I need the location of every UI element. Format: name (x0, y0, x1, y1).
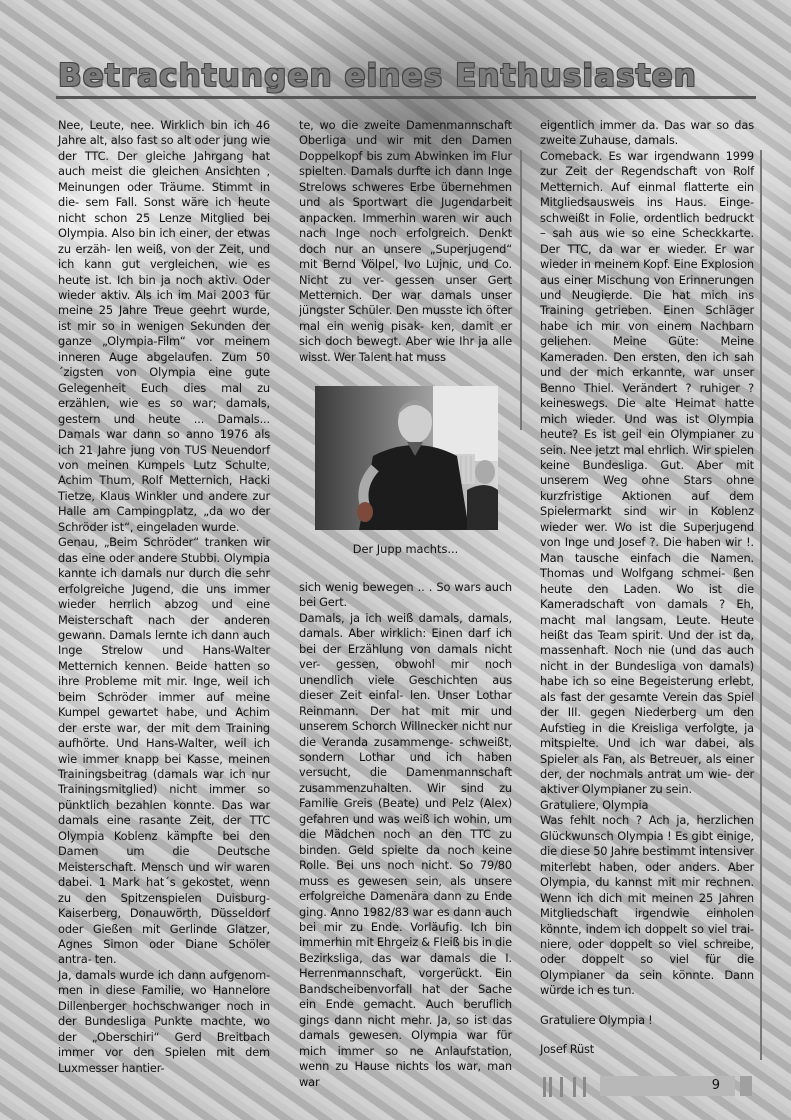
title-underline (56, 96, 756, 99)
footer-tab (740, 1076, 752, 1096)
article-title: Betrachtungen eines Enthusiasten (58, 58, 697, 94)
paragraph: Genau, „Beim Schröder“ tranken wir das eine oder andere Stubbi. Olympia kannte ich damals nur durch die sehr erfolgreiche Jugend, die uns immer wieder herrlich abzog und eine Meisterschaft nach der anderen gewann. Damals lernte ich dann auch Inge Strelow und Hans-Walter Metternich kennen. Beide hatten so ihre Probleme mit mir. Inge, weil ich beim Schröder immer auf meine Kumpel gewartet habe, und Achim der erste war, der mit dem Training aufhörte. Und Hans-Walter, weil ich wie immer knapp bei Kasse, meinen Trainingsbeitrag (damals war ich nur Trainingsmitglied) nicht immer so pünktlich bezahlen konnte. Das war damals eine rasante Zeit, der TTC Olympia Koblenz kämpfte bei den Damen um die Deutsche Meisterschaft. Mensch und wir waren dabei. 1 Mark hat´s gekostet, wenn zu den Spitzenspielen Duisburg- Kaiserberg, Donauwörth, Düsseldorf oder Gießen mit Gerlinde Glatzer, Agnes Simon oder Diane Schöler antra- ten. (58, 535, 270, 967)
paragraph: sich wenig bewegen .. . So wars auch bei Gert. (299, 580, 512, 610)
paragraph: te, wo die zweite Damenmannschaft Oberliga und wir mit den Damen Doppelkopf bis zum Abwinken im Flur spielten. Damals durfte ich dann Inge Strelows schweres Erbe übernehmen und als Sportwart die Jugendarbeit anpacken. Immerhin waren wir auch nach Inge noch erfolgreich. Denkt doch nur an unsere „Superjugend“ mit Bernd Völpel, Ivo Lujnic, und Co. Nicht zu ver- gessen unser Gert Metternich. Der war damals unser jüngster Schüler. Den musste ich öfter mal ein wenig pisak- ken, damit er sich doch bewegt. Aber wie Ihr ja alle wisst. Wer Talent hat muss (299, 118, 512, 364)
paragraph: Damals, ja ich weiß damals, damals, damals. Aber wirklich: Einen darf ich bei der Erzählung von damals nicht ver- gessen, obwohl mir noch unendlich viele Geschichten aus dieser Zeit einfal- len. Unser Lothar Reinmann. Der hat mit mir und unserem Schorch Willnecker nicht nur die Veranda zusammenge- schweißt, sondern Lothar und ich haben versucht, die Damenmannschaft zusammenzuhalten. Wir sind zu Familie Greis (Beate) und Pelz (Alex) gefahren und was weiß ich wohin, um die Mädchen noch an den TTC zu binden. Geld spielte da noch keine Rolle. Bei uns noch nicht. So 79/80 muss es gewesen sein, als unsere erfolgreiche Damenära dann zu Ende ging. Anno 1982/83 war es dann auch bei mir zu Ende. Vorläufig. Ich bin immerhin mit Ehrgeiz & Fleiß bis in die Bezirksliga, das war damals die I. Herrenmannschaft, vorgerückt. Ein Bandscheibenvorfall hat der Sache ein Ende gemacht. Auch beruflich gings dann nicht mehr. Ja, so ist das damals gewesen. Olympia war für mich immer so ne Anlaufstation, wenn zu Hause nichts los war, man war (299, 610, 512, 1089)
article-column-1 (58, 118, 270, 1076)
article-column-3 (540, 118, 754, 1058)
paragraph: Gratuliere, Olympia (540, 797, 649, 812)
vertical-rule-right (760, 150, 762, 1060)
paragraph: Was fehlt noch ? Ach ja, herzlichen Glückwunsch Olympia ! Es gibt einige, die diese 50 Jahre bestimmt intensiver miterlebt haben, oder anders. Aber Olympia, du kannst mit mir rechnen. Wenn ich dich mit meinen 25 Jahren Mitgliedschaft irgendwie einholen könnte, indem ich doppelt so viel trai- niere, oder doppelt so viel schreibe, oder doppelt so viel für die Olympianer da sein könnte. Dann würde ich es tun. (540, 813, 754, 998)
photo-caption: Der Jupp machts... (352, 542, 459, 556)
author-signature: Josef Rüst (540, 1042, 595, 1057)
paragraph: Nee, Leute, nee. Wirklich bin ich 46 Jahre alt, also fast so alt oder jung wie der TTC. Der gleiche Jahrgang hat auch meist die gleichen Ansichten , Meinungen oder Träume. Stimmt in die- sem Fall. Sonst wäre ich heute nicht schon 25 Lenze Mitglied bei Olympia. Also bin ich einer, der etwas zu erzäh- len weiß, von der Zeit, und ich kann gut vergleichen, wie es heute ist. Ich bin ja noch aktiv. Oder wieder aktiv. Als ich im Mai 2003 für meine 25 Jahre Treue geehrt wurde, ist mir so in wenigen Sekunden der ganze „Olympia-Film“ vor meinem inneren Auge abgelaufen. Zum 50´zigsten von Olympia eine gute Gelegenheit Euch dies mal zu erzählen, wie es so war; damals, gestern und heute ... Damals... Damals war dann so anno 1976 als ich 21 Jahre jung von TUS Neuendorf von meinen Kumpels Lutz Schulte, Achim Thum, Rolf Metternich, Hacki Tietze, Klaus Winkler und andere zur Halle am Campingplatz, „da wo der Schröder ist“, eingeladen wurde. (58, 118, 270, 534)
article-column-2-top (299, 118, 512, 365)
closing-line: Gratuliere Olympia ! (540, 1012, 653, 1027)
vertical-rule-middle (520, 150, 522, 430)
paragraph: eigentlich immer da. Das war so das zweite Zuhause, damals. (540, 118, 754, 148)
page-number: 9 (711, 1078, 720, 1093)
paragraph: Ja, damals wurde ich dann aufgenom- men in diese Familie, wo Hannelore Dillenberger hochschwanger noch in der Bundesliga Punkte machte, wo der „Oberschiri“ Gerd Breitbach immer vor den Spielen mit dem Luxmesser hantier- (58, 967, 270, 1075)
table-tennis-photo (315, 386, 498, 530)
paragraph: Comeback. Es war irgendwann 1999 zur Zeit der Regendschaft von Rolf Metternich. Auf einmal flatterte ein Mitgliedsausweis ins Haus. Einge- schweißt in Folie, ordentlich bedruckt – sah aus wie so eine Scheckkarte. Der TTC, da war er wieder. Er war wieder in meinem Kopf. Eine Explosion aus einer Mischung von Erinnerungen und Neugierde. Die hat mich ins Training getrieben. Einen Schläger habe ich mir von einem Nachbarn geliehen. Meine Güte: Meine Kameraden. Den ersten, den ich sah und der mich erkannte, war unser Benno Thiel. Verändert ? ruhiger ? keineswegs. Die alte Heimat hatte mich wieder. Und was ist Olympia heute? Es ist geil ein Olympianer zu sein. Nee jetzt mal ehrlich. Wir spielen keine Bundesliga. Gut. Aber mit unserem Weg ohne Stars ohne kurzfristige Aktionen auf dem Spielermarkt sind wir in Koblenz wieder wer. Wo ist die Superjugend von Inge und Josef ?. Die haben wir !. Man tausche einfach die Namen. Thomas und Wolfgang schmei- ßen heute den Laden. Wo ist die Kameradschaft von damals ? Eh, macht mal langsam, Leute. Heute heißt das Team spirit. Und der ist da, massenhaft. Noch nie (und das auch nicht in der Bundesliga von damals) habe ich so eine Begeisterung erlebt, als fast der gesamte Verein das Spiel der III. gegen Niederberg um den Aufstieg in die Kreisliga verfolgte, ja mitspielte. Und ich war dabei, als Spieler als Fan, als Betreuer, als einer der, der nochmals antrat um wie- der aktiver Olympianer zu sein. (540, 148, 754, 797)
article-column-2-bottom (299, 580, 512, 1090)
